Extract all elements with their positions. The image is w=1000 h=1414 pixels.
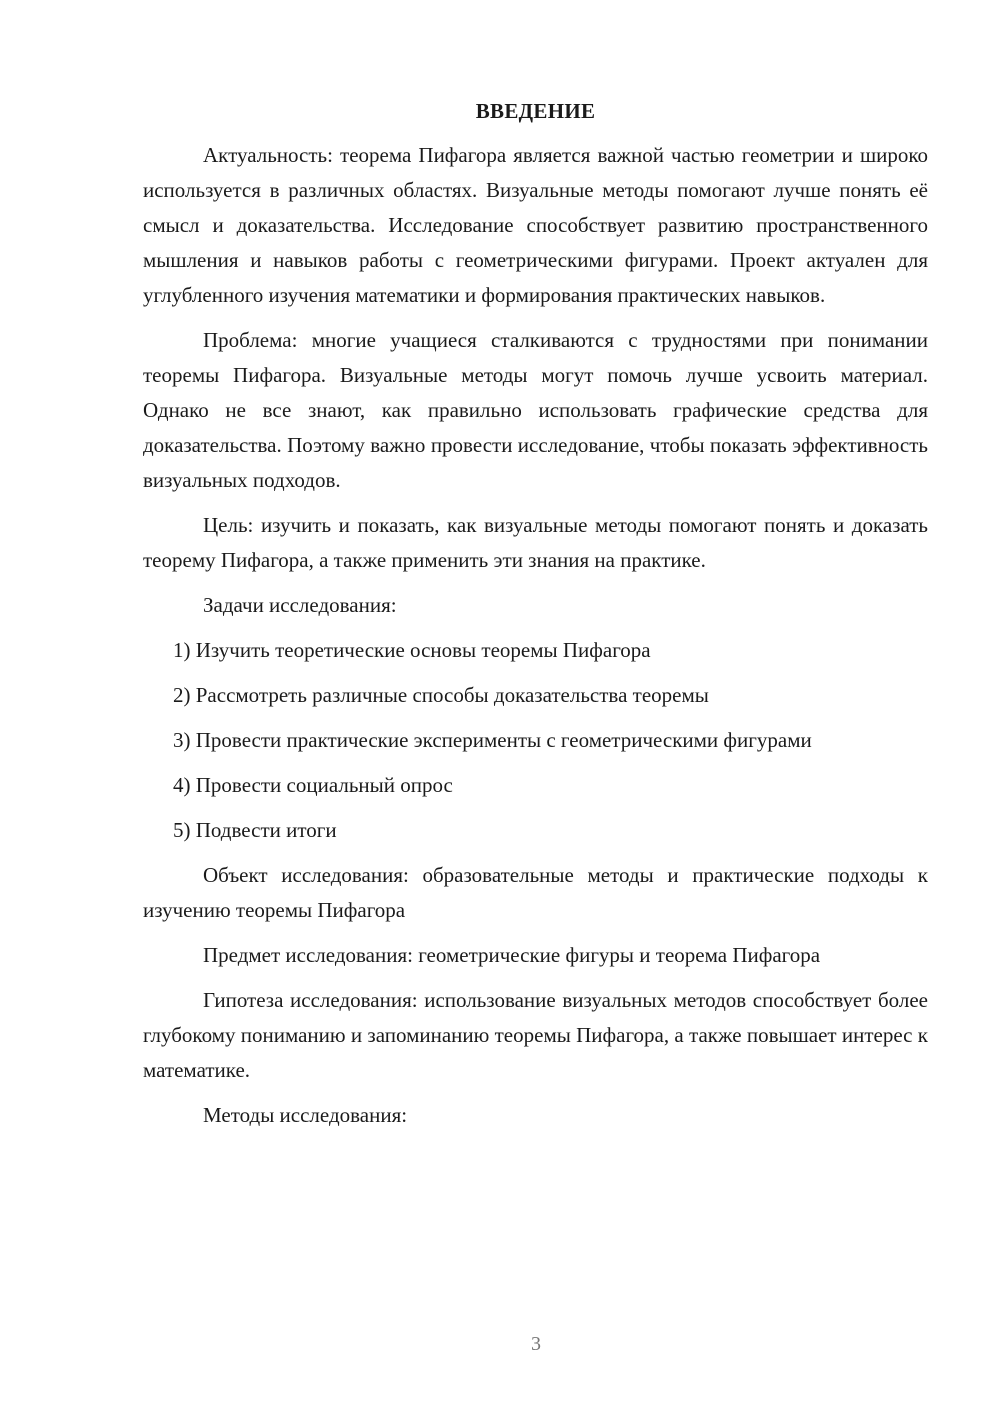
page-title: ВВЕДЕНИЕ xyxy=(475,99,596,123)
object-paragraph: Объект исследования: образовательные методы и практические подходы к изучению теоремы Пифагора xyxy=(143,863,928,922)
list-item: 1) Изучить теоретические основы теоремы Пифагора xyxy=(173,638,651,662)
page-number: 3 xyxy=(531,1333,541,1355)
methods-paragraph: Методы исследования: xyxy=(203,1103,408,1127)
list-item: 5) Подвести итоги xyxy=(173,818,337,842)
problem-paragraph: Проблема: многие учащиеся сталкиваются с трудностями при понимании теоремы Пифагора. Визуальные методы могут помочь лучше усвоить материал. Однако не все знают, как правильно использовать графические средства для доказательства. Поэтому важно провести исследование, чтобы показать эффективность визуальных подходов. xyxy=(143,328,928,492)
goal-paragraph: Цель: изучить и показать, как визуальные методы помогают понять и доказать теорему Пифагора, а также применить эти знания на практике. xyxy=(143,513,928,572)
tasks-intro: Задачи исследования: xyxy=(203,593,397,617)
task-list xyxy=(143,633,928,848)
hypothesis-paragraph: Гипотеза исследования: использование визуальных методов способствует более глубокому пониманию и запоминанию теоремы Пифагора, а также повышает интерес к математике. xyxy=(143,988,928,1082)
subject-paragraph: Предмет исследования: геометрические фигуры и теорема Пифагора xyxy=(203,943,821,967)
document-page xyxy=(143,96,928,1143)
list-item: 3) Провести практические эксперименты с геометрическими фигурами xyxy=(173,728,812,752)
relevance-paragraph: Актуальность: теорема Пифагора является важной частью геометрии и широко используется в различных областях. Визуальные методы помогают лучше понять её смысл и доказательства. Исследование способствует развитию пространственного мышления и навыков работы с геометрическими фигурами. Проект актуален для углубленного изучения математики и формирования практических навыков. xyxy=(143,143,928,307)
list-item: 2) Рассмотреть различные способы доказательства теоремы xyxy=(173,683,709,707)
list-item: 4) Провести социальный опрос xyxy=(173,773,453,797)
